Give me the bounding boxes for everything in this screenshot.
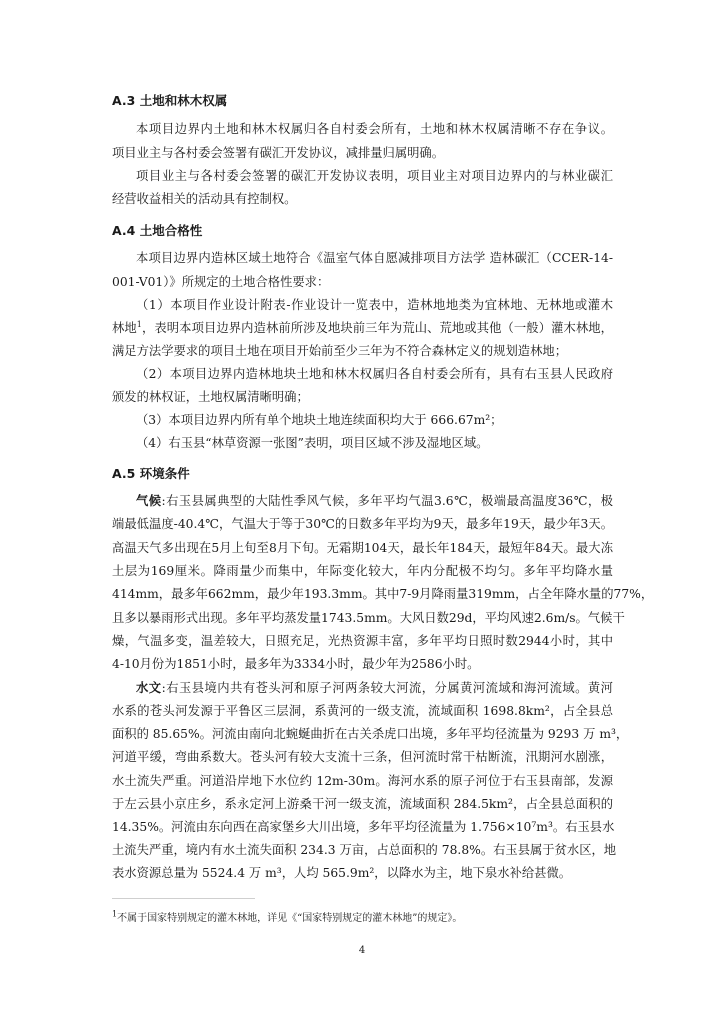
- list-item-line: （3）本项目边界内所有单个地块土地连续面积均大于 666.67m²；: [136, 413, 503, 427]
- paragraph-line: 土流失严重，境内有水土流失面积 234.3 万亩，占总面积的 78.8%。右玉县属于贫水区，地: [112, 843, 617, 857]
- paragraph-line: 001-V01）》所规定的土地合格性要求：: [112, 275, 330, 289]
- paragraph-line: 本项目边界内土地和林木权属归各自村委会所有，土地和林木权属清晰不存在争议。: [136, 122, 613, 136]
- paragraph-line: 项目业主与各村委会签署有碳汇开发协议，减排量归属明确。: [112, 146, 445, 160]
- footnote-text: 不属于国家特别规定的灌木林地，详见《“国家特别规定的灌木林地”的规定》。: [117, 913, 463, 924]
- paragraph-line: 且多以暴雨形式出现。多年平均蒸发量1743.5mm。大风日数29d，平均风速2.6m/s。气候干: [112, 611, 625, 625]
- hydrology-label: 水文: [136, 680, 162, 695]
- paragraph-line: 4-10月份为1851小时，最多年为3334小时，最少年为2586小时。: [112, 657, 480, 671]
- paragraph-line: 414mm，最多年662mm，最少年193.3mm。其中7-9月降雨量319mm，占全年降水量的77%，: [112, 587, 654, 601]
- page-number: 4: [358, 945, 366, 956]
- paragraph-line: 河道平缓，弯曲系数大。苍头河有较大支流十三条，但河流时常干枯断流，汛期河水剧涨，: [112, 750, 613, 764]
- paragraph-line: 水土流失严重。河道沿岸地下水位约 12m-30m。海河水系的原子河位于右玉县南部，发源: [112, 774, 613, 788]
- paragraph-line: 面积的 85.65%。河流由南向北蜿蜒曲折在古关杀虎口出境，多年平均径流量为 9293 万 m³，: [112, 727, 629, 741]
- footnote: [112, 909, 462, 924]
- footnote-separator: [112, 898, 255, 899]
- section-heading-a5: A.5 环境条件: [112, 466, 190, 481]
- list-item-line: 满足方法学要求的项目土地在项目开始前至少三年为不符合森林定义的规划造林地；: [112, 344, 567, 358]
- paragraph-line: 燥，气温多变，温差较大，日照充足，光热资源丰富，多年平均日照时数2944小时，其中: [112, 634, 613, 648]
- paragraph-line: 本项目边界内造林区域土地符合《温室气体自愿减排项目方法学 造林碳汇（CCER-14-: [136, 251, 613, 265]
- paragraph-line: 土层为169厘米。降雨量少而集中，年际变化较大，年内分配极不均匀。多年平均降水量: [112, 564, 613, 578]
- paragraph-line: 水文:右玉县境内共有苍头河和原子河两条较大河流，分属黄河流域和海河流域。黄河: [136, 680, 613, 695]
- paragraph-line: 经营收益相关的活动具有控制权。: [112, 192, 297, 206]
- section-heading-a3: A.3 土地和林木权属: [112, 93, 228, 108]
- list-item-line: （4）右玉县“林草资源一张图”表明，项目区域不涉及湿地区域。: [136, 436, 489, 450]
- paragraph-line: 水系的苍头河发源于平鲁区三层洞，系黄河的一级支流，流域面积 1698.8km²，占全县总: [112, 704, 613, 718]
- paragraph-line: 于左云县小京庄乡，系永定河上游桑干河一级支流，流域面积 284.5km²，占全县总面积的: [112, 797, 613, 811]
- list-item-line: （2）本项目边界内造林地块土地和林木权属归各自村委会所有，具有右玉县人民政府: [136, 367, 613, 381]
- section-heading-a4: A.4 土地合格性: [112, 223, 203, 238]
- climate-label: 气候: [136, 493, 162, 508]
- paragraph-line: 项目业主与各村委会签署的碳汇开发协议表明，项目业主对项目边界内的与林业碳汇: [136, 169, 613, 183]
- list-item-line: （1）本项目作业设计附表-作业设计一览表中，造林地地类为宜林地、无林地或灌木: [136, 298, 613, 312]
- list-item-line: 林地$^1$，表明本项目边界内造林前所涉及地块前三年为荒山、荒地或其他（一般）灌木林地，: [112, 319, 613, 335]
- paragraph-line: 高温天气多出现在5月上旬至8月下旬。无霜期104天，最长年184天，最短年84天。最大冻: [112, 541, 613, 555]
- paragraph-line: 14.35%。河流由东向西在高家堡乡大川出境，多年平均径流量为 1.756×10⁷m³。右玉县水: [112, 820, 615, 834]
- paragraph-line: 表水资源总量为 5524.4 万 m³，人均 565.9m²，以降水为主，地下泉水补给甚微。: [112, 866, 572, 880]
- paragraph-line: 气候:右玉县属典型的大陆性季风气候，多年平均气温3.6℃，极端最高温度36℃，极: [136, 493, 613, 508]
- footnote-mark: 1: [112, 909, 118, 919]
- list-item-line: 颁发的林权证，土地权属清晰明确；: [112, 390, 309, 404]
- footnote-reference: 1: [136, 319, 142, 329]
- paragraph-line: 端最低温度-40.4℃，气温大于等于30℃的日数多年平均为9天，最多年19天，最少年3天。: [112, 517, 613, 531]
